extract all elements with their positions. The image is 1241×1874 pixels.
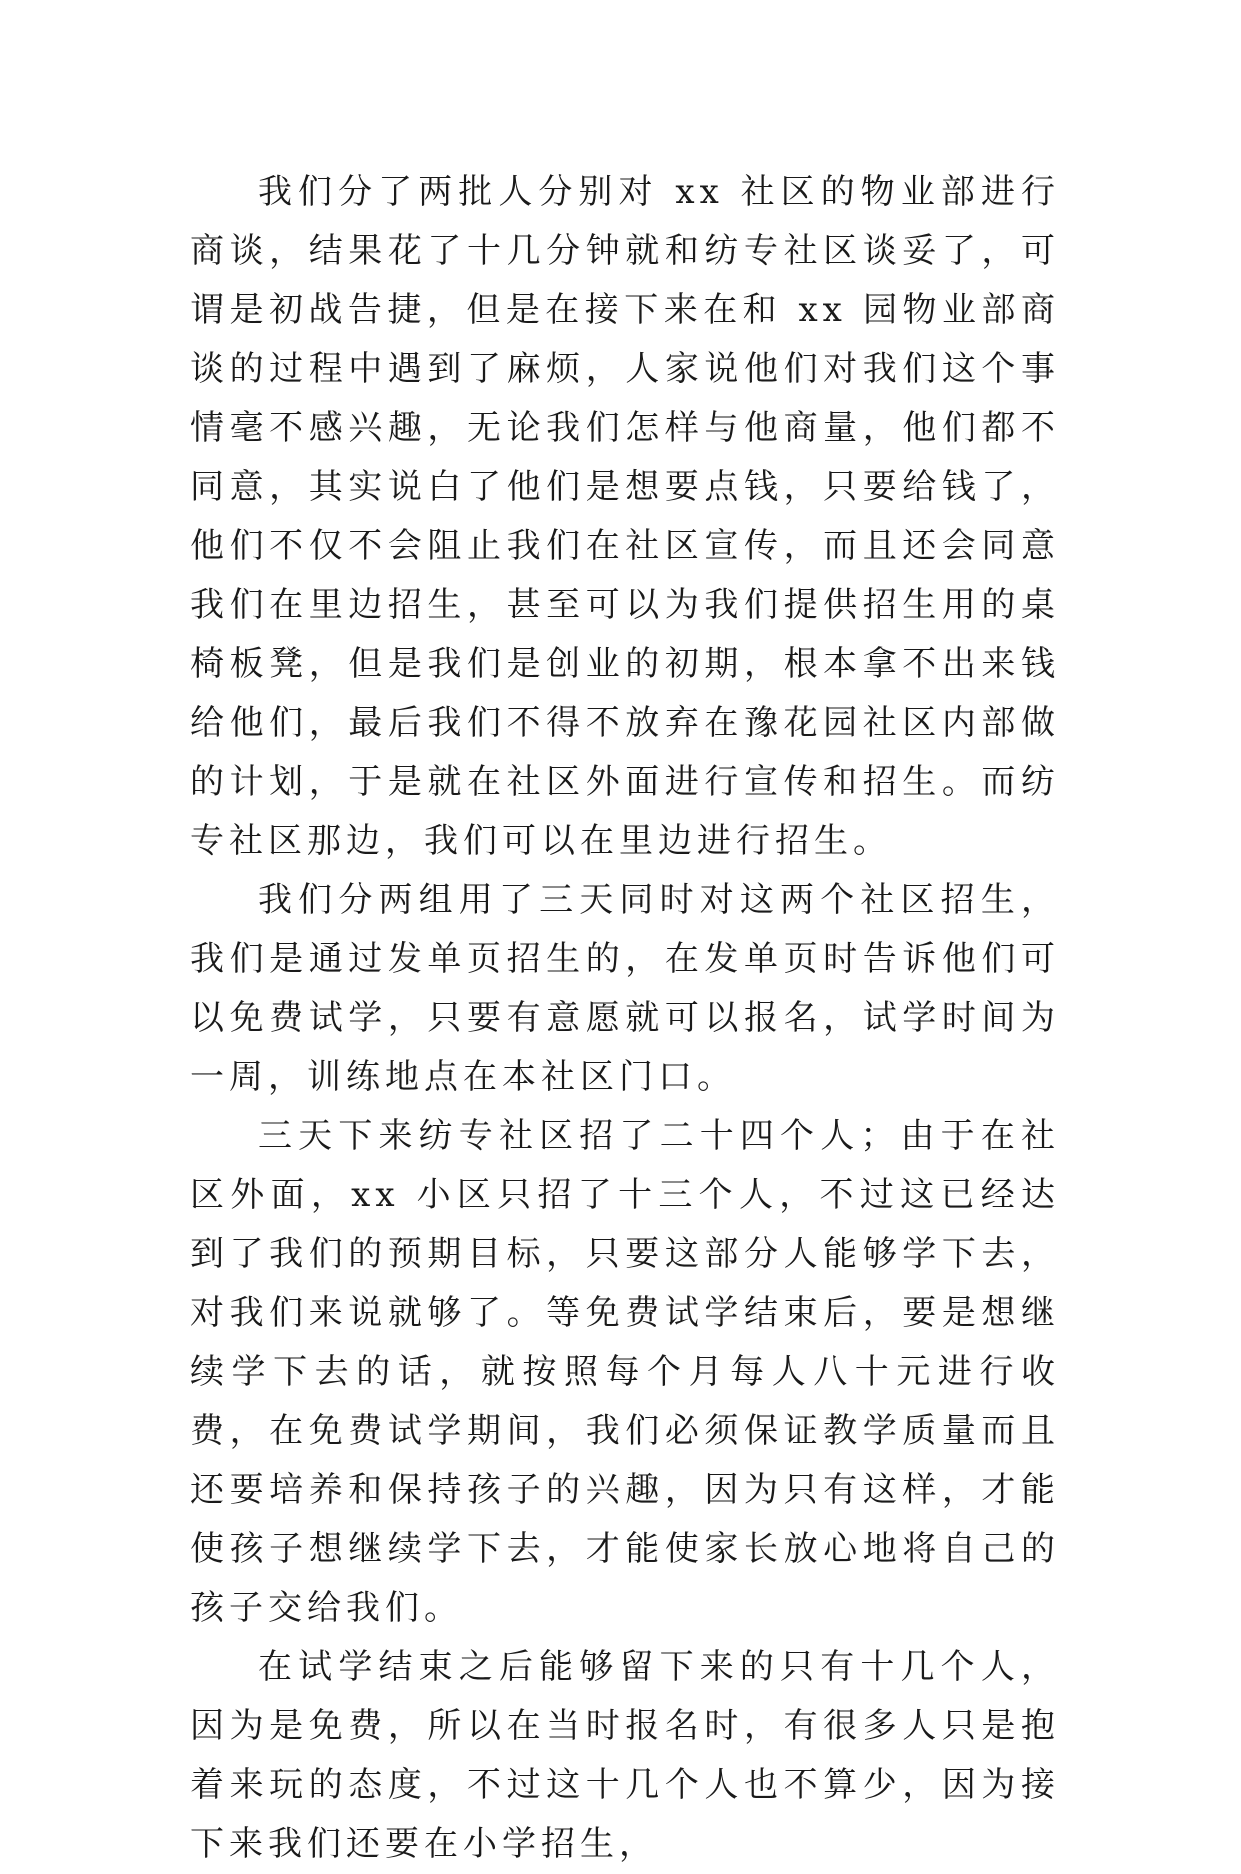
body-text [190,163,1060,1874]
paragraph: 三天下来纺专社区招了二十四个人；由于在社区外面，xx 小区只招了十三个人，不过这已经达到了我们的预期目标，只要这部分人能够学下去，对我们来说就够了。等免费试学结束后，要是想继续学下去的话，就按照每个月每人八十元进行收费，在免费试学期间，我们必须保证教学质量而且还要培养和保持孩子的兴趣，因为只有这样，才能使孩子想继续学下去，才能使家长放心地将自己的孩子交给我们。 [190,1116,1060,1628]
paragraph: 在试学结束之后能够留下来的只有十几个人，因为是免费，所以在当时报名时，有很多人只是抱着来玩的态度，不过这十几个人也不算少，因为接下来我们还要在小学招生， [190,1647,1060,1864]
paragraph: 我们分了两批人分别对 xx 社区的物业部进行商谈，结果花了十几分钟就和纺专社区谈妥了，可谓是初战告捷，但是在接下来在和 xx 园物业部商谈的过程中遇到了麻烦，人家说他们对我们这个事情毫不感兴趣，无论我们怎样与他商量，他们都不同意，其实说白了他们是想要点钱，只要给钱了，他们不仅不会阻止我们在社区宣传，而且还会同意我们在里边招生，甚至可以为我们提供招生用的桌椅板凳，但是我们是创业的初期，根本拿不出来钱给他们，最后我们不得不放弃在豫花园社区内部做的计划，于是就在社区外面进行宣传和招生。而纺专社区那边，我们可以在里边进行招生。 [190,172,1060,861]
paragraph: 我们分两组用了三天同时对这两个社区招生，我们是通过发单页招生的，在发单页时告诉他们可以免费试学，只要有意愿就可以报名，试学时间为一周，训练地点在本社区门口。 [190,880,1060,1097]
